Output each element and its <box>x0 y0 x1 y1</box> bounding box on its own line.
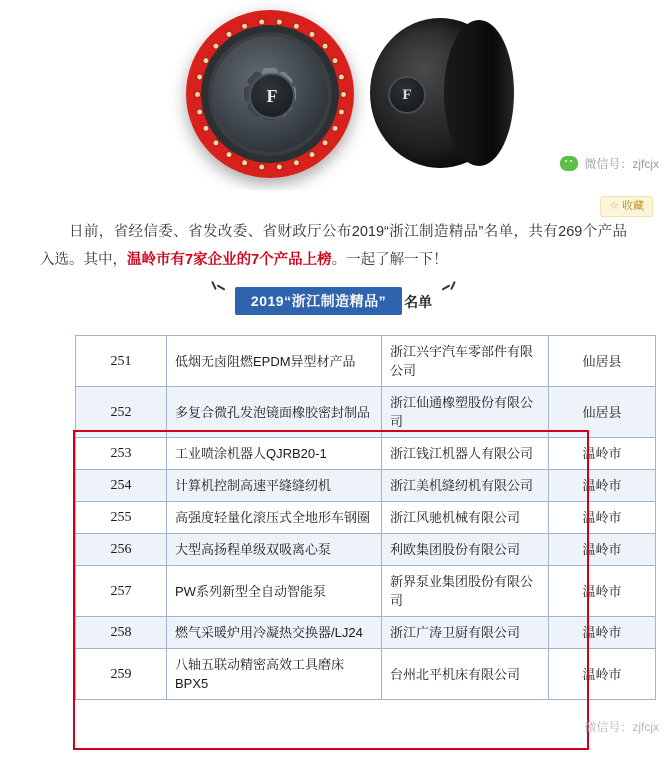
cell-company-name: 浙江广涛卫厨有限公司 <box>382 617 549 649</box>
article-body <box>0 218 667 274</box>
cell-company-name: 台州北平机床有限公司 <box>382 649 549 700</box>
favorite-label: 收藏 <box>622 200 644 212</box>
banner-title: 2019“浙江制造精品” <box>235 287 402 315</box>
paragraph-highlight: 温岭市有7家企业的7个产品上榜 <box>127 252 332 268</box>
cell-product-name: 燃气采暖炉用冷凝热交换器/LJ24 <box>167 617 382 649</box>
front-wheel-logo: F <box>249 73 295 119</box>
hero-image <box>0 0 667 190</box>
table-row <box>76 534 656 566</box>
cell-product-name: 计算机控制高速平缝缝纫机 <box>167 470 382 502</box>
table-row <box>76 470 656 502</box>
cell-company-name: 浙江兴宇汽车零部件有限公司 <box>382 336 549 387</box>
paragraph-text-before: 日前，省经信委、省发改委、省财政厅公布2019“浙江制造精品”名单，共有269个产品入选。其中， <box>40 224 627 268</box>
cell-index: 259 <box>76 649 167 700</box>
cell-company-name: 浙江仙通橡塑股份有限公司 <box>382 387 549 438</box>
cell-region: 温岭市 <box>549 470 656 502</box>
cell-product-name: 高强度轻量化滚压式全地形车钢圈 <box>167 502 382 534</box>
section-banner <box>0 291 667 312</box>
cell-index: 251 <box>76 336 167 387</box>
cell-region: 仙居县 <box>549 336 656 387</box>
product-list-table <box>75 335 656 700</box>
cell-index: 252 <box>76 387 167 438</box>
table-row <box>76 566 656 617</box>
cell-index: 257 <box>76 566 167 617</box>
banner-title-suffix: 名单 <box>404 293 433 310</box>
cell-index: 256 <box>76 534 167 566</box>
paragraph-text-after: 。一起了解一下！ <box>331 252 448 268</box>
table-row <box>76 617 656 649</box>
cell-company-name: 浙江风驰机械有限公司 <box>382 502 549 534</box>
rear-wheel-graphic <box>370 18 510 168</box>
star-icon: ☆ <box>609 200 619 212</box>
table-row <box>76 387 656 438</box>
cell-product-name: 八轴五联动精密高效工具磨床BPX5 <box>167 649 382 700</box>
cell-region: 仙居县 <box>549 387 656 438</box>
spark-left-icon <box>213 281 227 295</box>
wechat-account-watermark-top <box>560 155 659 172</box>
cell-region: 温岭市 <box>549 534 656 566</box>
wechat-account-label: 微信号：zjfcjx <box>584 157 659 171</box>
spark-right-icon <box>440 281 454 295</box>
table-row <box>76 649 656 700</box>
rear-wheel-logo: F <box>388 76 426 114</box>
wechat-account-watermark-bottom <box>578 718 659 735</box>
cell-product-name: 工业喷涂机器人QJRB20-1 <box>167 438 382 470</box>
cell-region: 温岭市 <box>549 438 656 470</box>
cell-index: 258 <box>76 617 167 649</box>
cell-index: 253 <box>76 438 167 470</box>
cell-product-name: 多复合微孔发泡镜面橡胶密封制品 <box>167 387 382 438</box>
cell-company-name: 浙江美机缝纫机有限公司 <box>382 470 549 502</box>
cell-region: 温岭市 <box>549 617 656 649</box>
cell-product-name: PW系列新型全自动智能泵 <box>167 566 382 617</box>
table-row <box>76 336 656 387</box>
front-wheel-graphic <box>186 10 354 178</box>
cell-product-name: 大型高扬程单级双吸离心泵 <box>167 534 382 566</box>
cell-region: 温岭市 <box>549 502 656 534</box>
intro-paragraph <box>40 218 627 274</box>
favorite-button[interactable] <box>600 196 653 217</box>
cell-region: 温岭市 <box>549 566 656 617</box>
wechat-icon <box>560 156 578 171</box>
table-row <box>76 438 656 470</box>
cell-product-name: 低烟无卤阻燃EPDM异型材产品 <box>167 336 382 387</box>
cell-index: 254 <box>76 470 167 502</box>
cell-company-name: 浙江钱江机器人有限公司 <box>382 438 549 470</box>
cell-company-name: 新界泵业集团股份有限公司 <box>382 566 549 617</box>
table-row <box>76 502 656 534</box>
wheel-face <box>212 36 328 152</box>
wechat-account-label-bottom: 微信号：zjfcjx <box>584 720 659 734</box>
product-list-table-wrapper <box>75 335 622 700</box>
cell-company-name: 利欧集团股份有限公司 <box>382 534 549 566</box>
cell-index: 255 <box>76 502 167 534</box>
cell-region: 温岭市 <box>549 649 656 700</box>
